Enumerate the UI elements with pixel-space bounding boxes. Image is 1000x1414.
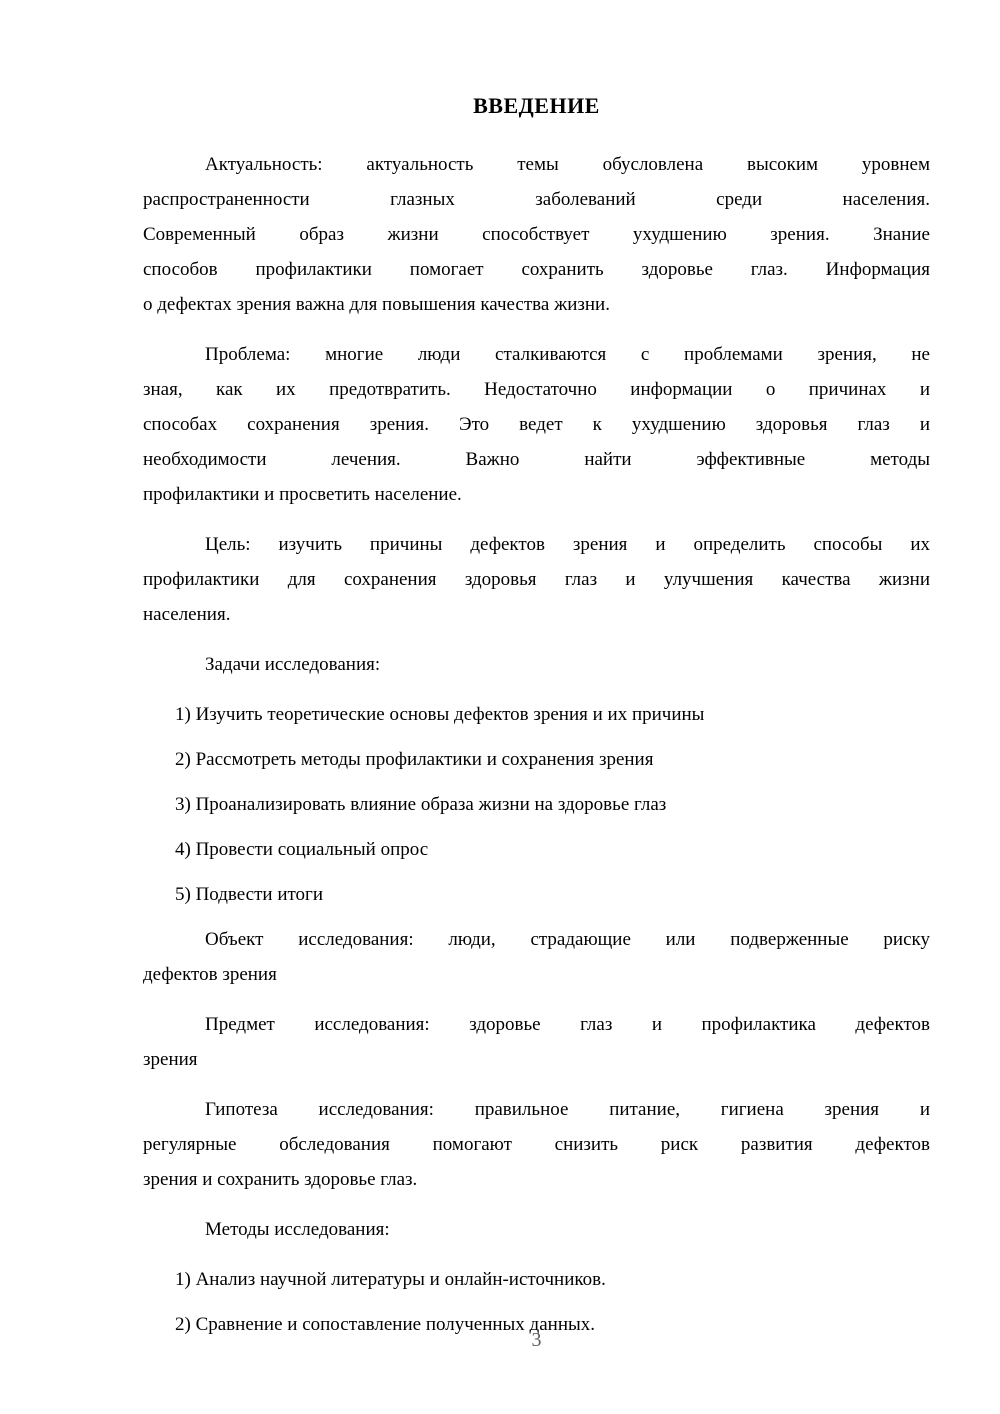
- paragraph-relevance: [143, 147, 930, 322]
- text-line: распространенности глазных заболеваний среди населения.: [143, 189, 930, 210]
- text-line: зрения: [143, 1049, 198, 1070]
- tasks-heading: Задачи исследования:: [205, 654, 381, 675]
- page-number: 3: [531, 1329, 542, 1351]
- task-item-4: 4) Провести социальный опрос: [175, 839, 429, 860]
- text-line: зрения и сохранить здоровье глаз.: [143, 1169, 418, 1190]
- method-item-1: 1) Анализ научной литературы и онлайн-источников.: [175, 1269, 606, 1290]
- text-line: Современный образ жизни способствует ухудшению зрения. Знание: [143, 224, 930, 245]
- page-title: ВВЕДЕНИЕ: [473, 93, 600, 118]
- task-item-2: 2) Рассмотреть методы профилактики и сохранения зрения: [175, 749, 654, 770]
- paragraph-subject: [143, 1007, 930, 1077]
- task-item-1: 1) Изучить теоретические основы дефектов зрения и их причины: [175, 704, 705, 725]
- paragraph-goal: [143, 527, 930, 632]
- paragraph-object: [143, 922, 930, 992]
- method-item-2: 2) Сравнение и сопоставление полученных данных.: [175, 1314, 596, 1335]
- paragraph-hypothesis: [143, 1092, 930, 1197]
- tasks-list: [143, 697, 930, 912]
- text-line: населения.: [143, 604, 231, 625]
- task-item-3: 3) Проанализировать влияние образа жизни на здоровье глаз: [175, 794, 667, 815]
- methods-heading: Методы исследования:: [205, 1219, 390, 1240]
- text-line: профилактики для сохранения здоровья глаз и улучшения качества жизни: [143, 569, 930, 590]
- text-line: дефектов зрения: [143, 964, 277, 985]
- text-line: необходимости лечения. Важно найти эффективные методы: [143, 449, 930, 470]
- text-line: регулярные обследования помогают снизить риск развития дефектов: [143, 1134, 930, 1155]
- text-line: Объект исследования: люди, страдающие или подверженные риску: [205, 929, 930, 950]
- text-line: способах сохранения зрения. Это ведет к ухудшению здоровья глаз и: [143, 414, 930, 435]
- text-line: зная, как их предотвратить. Недостаточно информации о причинах и: [143, 379, 930, 400]
- text-line: Актуальность: актуальность темы обусловлена высоким уровнем: [205, 154, 930, 175]
- text-line: профилактики и просветить население.: [143, 484, 462, 505]
- text-line: Предмет исследования: здоровье глаз и профилактика дефектов: [205, 1014, 930, 1035]
- text-line: способов профилактики помогает сохранить здоровье глаз. Информация: [143, 259, 930, 280]
- text-line: Цель: изучить причины дефектов зрения и определить способы их: [205, 534, 930, 555]
- text-line: Гипотеза исследования: правильное питание, гигиена зрения и: [205, 1099, 930, 1120]
- text-line: Проблема: многие люди сталкиваются с проблемами зрения, не: [205, 344, 930, 365]
- task-item-5: 5) Подвести итоги: [175, 884, 324, 905]
- text-line: о дефектах зрения важна для повышения качества жизни.: [143, 294, 610, 315]
- paragraph-problem: [143, 337, 930, 512]
